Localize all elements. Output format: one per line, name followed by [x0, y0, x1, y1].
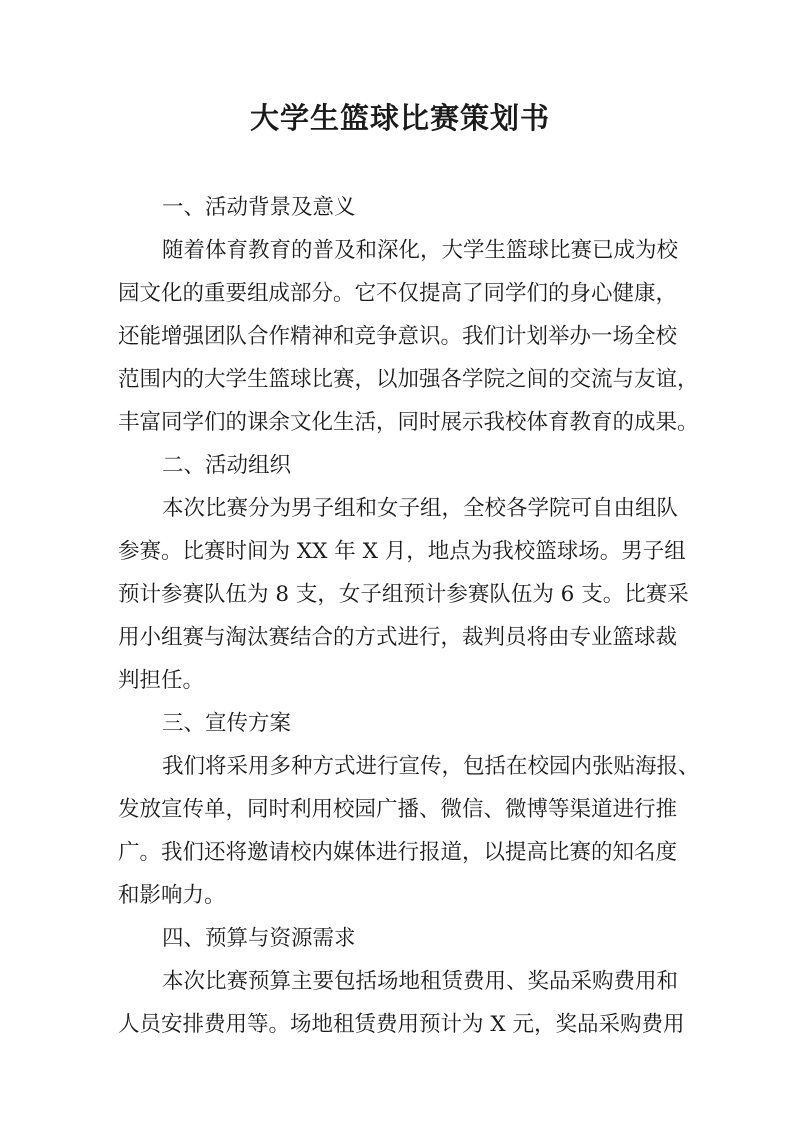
paragraph-line: 用小组赛与淘汰赛结合的方式进行，裁判员将由专业篮球裁 — [118, 625, 678, 650]
paragraph-line: 本次比赛预算主要包括场地租赁费用、奖品采购费用和 — [162, 969, 679, 994]
paragraph-line: 本次比赛分为男子组和女子组，全校各学院可自由组队 — [162, 496, 679, 521]
section-heading-background: 一、活动背景及意义 — [162, 195, 356, 220]
paragraph-line: 广。我们还将邀请校内媒体进行报道，以提高比赛的知名度 — [118, 840, 678, 865]
paragraph-line: 判担任。 — [118, 668, 205, 693]
paragraph-line: 还能增强团队合作精神和竞争意识。我们计划举办一场全校 — [118, 324, 678, 349]
paragraph-line: 随着体育教育的普及和深化，大学生篮球比赛已成为校 — [162, 238, 679, 263]
paragraph-line: 人员安排费用等。场地租赁费用预计为 X 元，奖品采购费用 — [118, 1012, 685, 1037]
document-body — [118, 186, 700, 1046]
paragraph-line: 范围内的大学生篮球比赛，以加强各学院之间的交流与友谊， — [118, 367, 699, 392]
paragraph-line: 发放宣传单，同时利用校园广播、微信、微博等渠道进行推 — [118, 797, 678, 822]
section-heading-organization: 二、活动组织 — [162, 453, 292, 478]
paragraph-line: 参赛。比赛时间为 XX 年 X 月，地点为我校篮球场。男子组 — [118, 539, 686, 564]
section-heading-budget: 四、预算与资源需求 — [162, 926, 356, 951]
paragraph-line: 预计参赛队伍为 8 支，女子组预计参赛队伍为 6 支。比赛采 — [118, 582, 689, 607]
paragraph-line: 我们将采用多种方式进行宣传，包括在校园内张贴海报、 — [162, 754, 700, 779]
paragraph-line: 和影响力。 — [118, 883, 226, 908]
section-heading-publicity: 三、宣传方案 — [162, 711, 292, 736]
paragraph-line: 丰富同学们的课余文化生活，同时展示我校体育教育的成果。 — [118, 410, 699, 435]
document-title: 大学生篮球比赛策划书 — [249, 101, 550, 135]
paragraph-line: 园文化的重要组成部分。它不仅提高了同学们的身心健康， — [118, 281, 678, 306]
